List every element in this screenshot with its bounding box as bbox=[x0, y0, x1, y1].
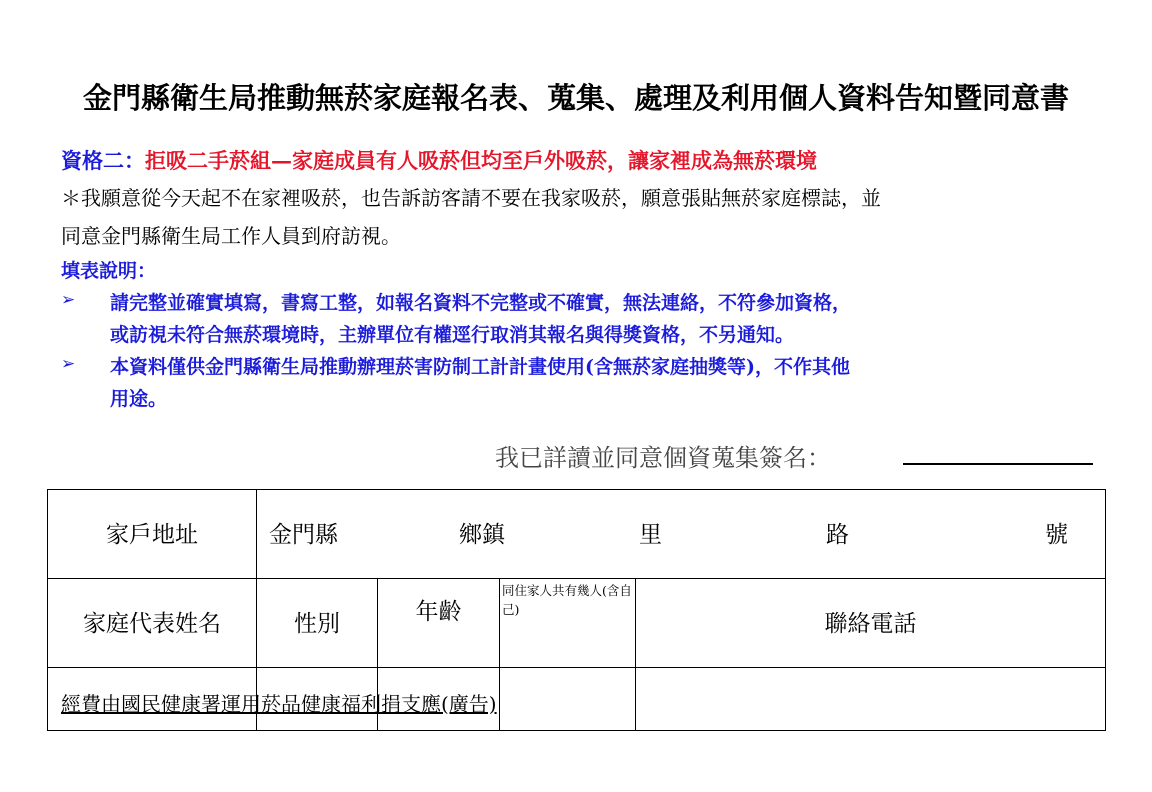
pledge-line-2: 同意金門縣衛生局工作人員到府訪視。 bbox=[61, 224, 401, 248]
qualification-text: 拒吸二手菸組—家庭成員有人吸菸但均至戶外吸菸，讓家裡成為無菸環境 bbox=[145, 148, 817, 173]
phone-input[interactable] bbox=[636, 668, 1106, 731]
instruction-1-line-2: 或訪視未符合無菸環境時，主辦單位有權逕行取消其報名與得獎資格，不另通知。 bbox=[110, 324, 795, 346]
header-age: 年齡 bbox=[378, 579, 500, 668]
pledge-line-1: ＊我願意從今天起不在家裡吸菸，也告訴訪客請不要在我家吸菸，願意張貼無菸家庭標誌，並 bbox=[61, 186, 881, 210]
household-input[interactable] bbox=[500, 668, 636, 731]
funding-footer: 經費由國民健康署運用菸品健康福利捐支應(廣告) bbox=[61, 692, 497, 716]
header-phone: 聯絡電話 bbox=[636, 579, 1106, 668]
bullet-arrow-icon: ➢ bbox=[61, 290, 76, 310]
instruction-1-line-1: 請完整並確實填寫，書寫工整，如報名資料不完整或不確實，無法連絡，不符參加資格， bbox=[110, 292, 852, 314]
page-title: 金門縣衛生局推動無菸家庭報名表、蒐集、處理及利用個人資料告知暨同意書 bbox=[82, 81, 1069, 115]
qualification-line bbox=[61, 145, 817, 175]
qualification-label: 資格二： bbox=[61, 148, 145, 173]
address-number: 號 bbox=[1045, 522, 1068, 548]
address-county: 金門縣 bbox=[269, 522, 338, 548]
header-gender: 性別 bbox=[257, 579, 378, 668]
header-name: 家庭代表姓名 bbox=[48, 579, 257, 668]
signature-label: 我已詳讀並同意個資蒐集簽名： bbox=[495, 444, 831, 472]
address-village: 里 bbox=[639, 522, 662, 548]
instruction-2-line-2: 用途。 bbox=[110, 388, 168, 410]
address-label: 家戶地址 bbox=[48, 490, 257, 579]
address-township: 鄉鎮 bbox=[459, 522, 505, 548]
bullet-arrow-icon: ➢ bbox=[61, 354, 76, 374]
instruction-2-line-1: 本資料僅供金門縣衛生局推動辦理菸害防制工計計畫使用(含無菸家庭抽獎等)，不作其他 bbox=[110, 356, 850, 378]
address-field[interactable] bbox=[257, 490, 1106, 579]
signature-field[interactable] bbox=[903, 463, 1093, 465]
address-road: 路 bbox=[826, 522, 849, 548]
instructions-heading: 填表說明： bbox=[61, 260, 157, 282]
header-household: 同住家人共有幾人(含自己) bbox=[500, 579, 636, 668]
